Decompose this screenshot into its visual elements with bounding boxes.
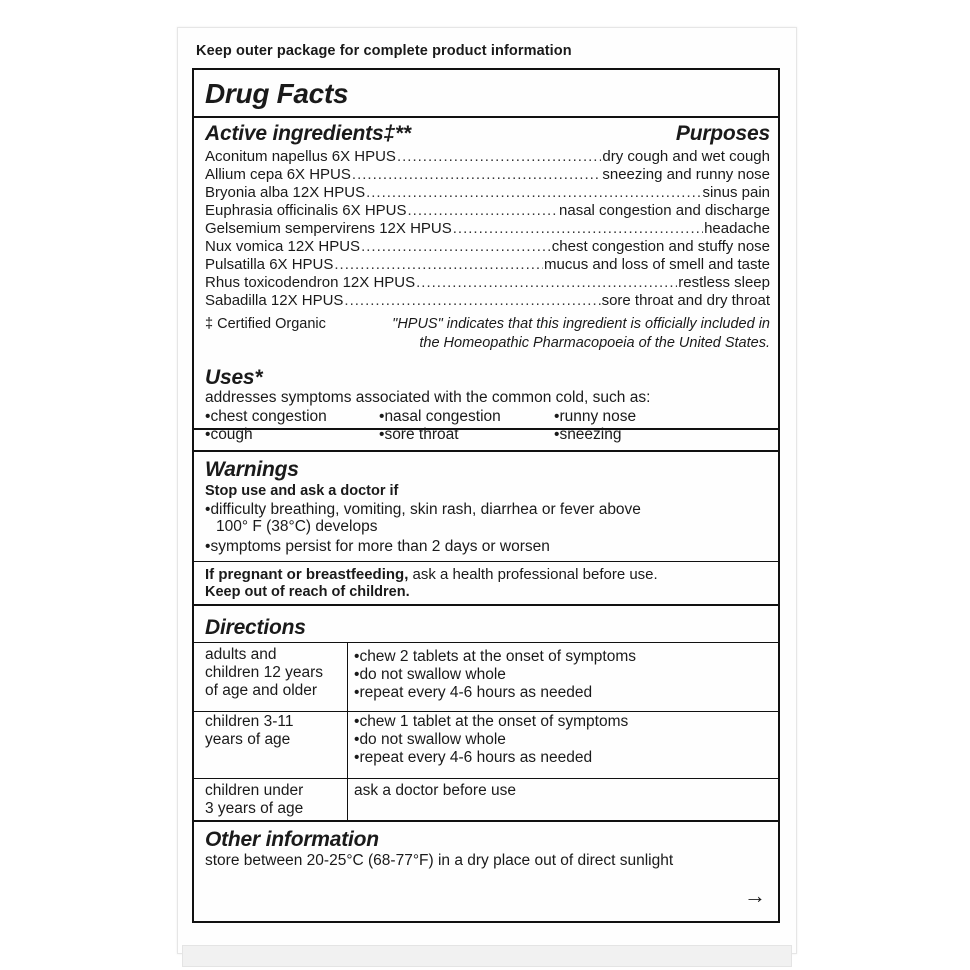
- hpus-note-line-2: the Homeopathic Pharmacopoeia of the United States.: [419, 335, 770, 351]
- warning-bullet: • difficulty breathing, vomiting, skin rash, diarrhea or fever above: [205, 501, 641, 519]
- ingredient-row: Gelsemium sempervirens 12X HPUS ..... headache: [205, 220, 770, 238]
- other-information-text: store between 20-25°C (68-77°F) in a dry place out of direct sunlight: [205, 852, 674, 869]
- use-item: • chest congestion: [205, 408, 327, 426]
- hpus-note-line-1: "HPUS" indicates that this ingredient is officially included in: [392, 316, 770, 332]
- ingredient-row: Allium cepa 6X HPUS ..... sneezing and runny nose: [205, 166, 770, 184]
- directions-who: children under 3 years of age: [205, 782, 304, 817]
- directions-who: children 3-11 years of age: [205, 713, 294, 748]
- warning-bullet: • symptoms persist for more than 2 days or worsen: [205, 538, 550, 556]
- purposes-heading: Purposes: [675, 122, 770, 145]
- directions-row: [194, 778, 778, 822]
- warnings-heading: Warnings: [205, 458, 299, 481]
- directions-what: • chew 1 tablet at the onset of symptoms • do not swallow whole • repeat every 4-6 hours as needed: [354, 713, 628, 767]
- warning-bullet-continuation: 100° F (38°C) develops: [216, 518, 378, 535]
- directions-what: ask a doctor before use: [354, 782, 516, 799]
- use-item: • cough: [205, 426, 253, 444]
- use-item: • sore throat: [379, 426, 459, 444]
- uses-heading: Uses*: [205, 366, 263, 389]
- ingredient-row: Nux vomica 12X HPUS ..... chest congestion and stuffy nose: [205, 238, 770, 256]
- arrow-right-icon: →: [744, 883, 766, 908]
- use-item: • runny nose: [554, 408, 636, 426]
- drug-facts-panel: [192, 68, 780, 923]
- drug-facts-title: Drug Facts: [205, 78, 349, 109]
- active-ingredients-heading: Active ingredients‡**: [205, 122, 411, 145]
- pregnancy-section: [194, 562, 778, 606]
- use-item: • sneezing: [554, 426, 621, 444]
- keep-out-of-reach: Keep out of reach of children.: [205, 584, 410, 600]
- top-note: Keep outer package for complete product information: [196, 43, 572, 59]
- other-information-section: [194, 822, 778, 921]
- directions-what: • chew 2 tablets at the onset of symptoms • do not swallow whole • repeat every 4-6 hours as needed: [354, 648, 636, 702]
- drug-facts-title-section: [194, 70, 778, 118]
- package-bottom-edge: [182, 945, 792, 967]
- ingredient-row: Euphrasia officinalis 6X HPUS ..... nasal congestion and discharge: [205, 202, 770, 220]
- directions-row: [194, 642, 778, 712]
- directions-heading: Directions: [205, 616, 306, 639]
- ingredient-row: Aconitum napellus 6X HPUS ..... dry cough and wet cough: [205, 148, 770, 166]
- other-information-heading: Other information: [205, 828, 379, 851]
- warnings-section: [194, 452, 778, 562]
- use-item: • nasal congestion: [379, 408, 501, 426]
- ingredient-row: Pulsatilla 6X HPUS ..... mucus and loss of smell and taste: [205, 256, 770, 274]
- directions-section: [194, 606, 778, 822]
- ingredient-row: Rhus toxicodendron 12X HPUS ..... restless sleep: [205, 274, 770, 292]
- ingredient-row: Sabadilla 12X HPUS ..... sore throat and dry throat: [205, 292, 770, 310]
- stop-use-heading: Stop use and ask a doctor if: [205, 483, 399, 499]
- pregnancy-warning: If pregnant or breastfeeding, ask a health professional before use.: [205, 566, 658, 583]
- certified-organic-note: ‡ Certified Organic: [205, 316, 326, 332]
- directions-who: adults and children 12 years of age and older: [205, 646, 324, 699]
- directions-row: [194, 710, 778, 779]
- uses-intro: addresses symptoms associated with the common cold, such as:: [205, 389, 651, 406]
- uses-section: [194, 360, 778, 452]
- ingredient-row: Bryonia alba 12X HPUS ..... sinus pain: [205, 184, 770, 202]
